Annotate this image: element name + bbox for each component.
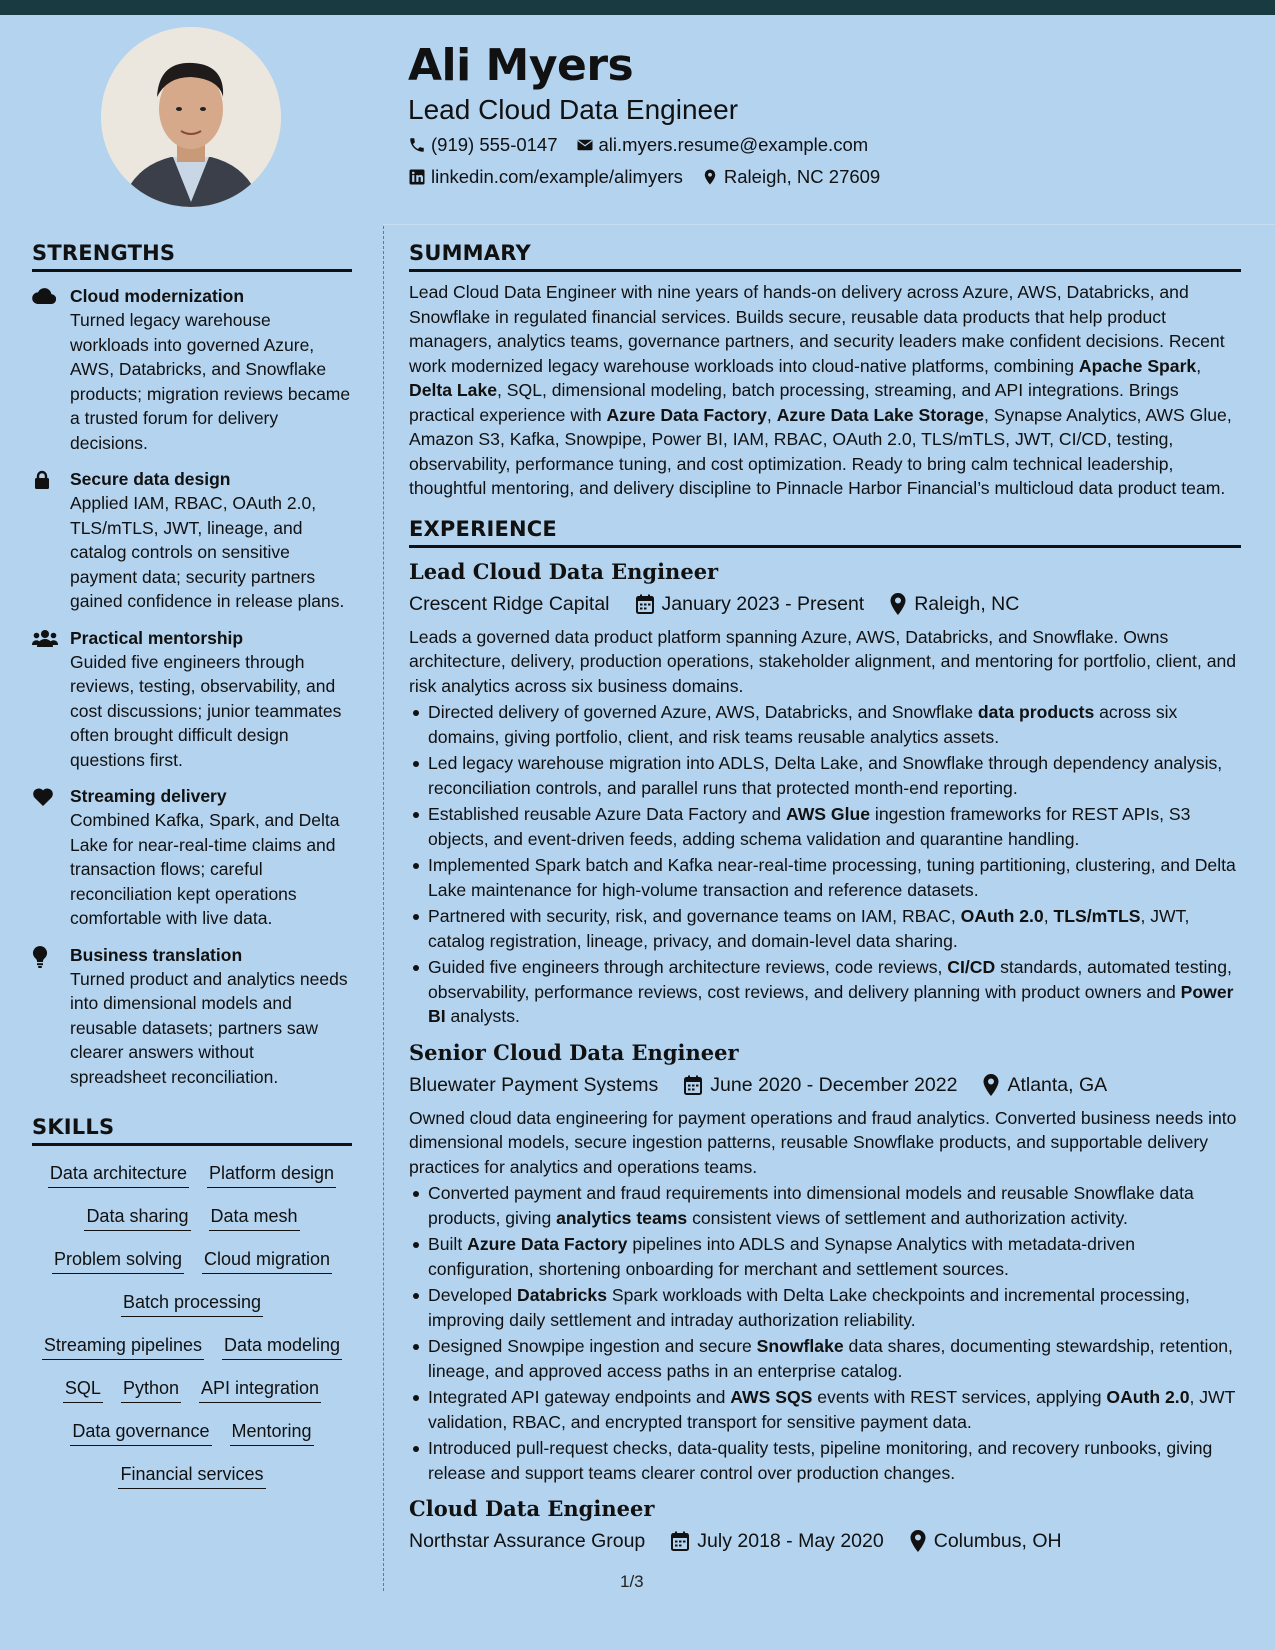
- text-run: , JWT, catalog registration, lineage, privacy, and domain-level data sharing.: [428, 906, 1190, 951]
- bullet-item: [409, 1334, 1241, 1383]
- text-run: Guided five engineers through architecture reviews, code reviews,: [428, 957, 948, 977]
- location-text: Raleigh, NC 27609: [723, 166, 881, 187]
- text-run: , JWT validation, RBAC, and encrypted transport for sensitive payment data.: [428, 1387, 1236, 1432]
- linkedin-item[interactable]: [408, 166, 683, 188]
- top-bar: [0, 0, 1275, 15]
- heart-icon: [32, 787, 54, 807]
- bold-term: AWS Glue: [785, 804, 871, 824]
- map-pin-icon: [701, 168, 719, 186]
- skill-tag: Problem solving: [52, 1248, 184, 1274]
- job-title: Lead Cloud Data Engineer: [409, 558, 719, 584]
- job-location: Columbus, OH: [933, 1530, 1062, 1552]
- text-run: consistent views of settlement and authorization activity.: [687, 1207, 1128, 1228]
- bullet-item: [409, 1181, 1241, 1230]
- text-run: Spark workloads with Delta Lake checkpoints and incremental processing, improving daily settlement and intraday authorization reliability.: [428, 1285, 1190, 1330]
- page-number: 1/3: [620, 1572, 644, 1591]
- contact-row: [408, 134, 868, 156]
- column-divider: [383, 226, 384, 1591]
- bold-term: OAuth 2.0: [1106, 1387, 1190, 1407]
- job-entry: [409, 1039, 1241, 1486]
- skill-tag: Streaming pipelines: [42, 1334, 204, 1360]
- text-run: Converted payment and fraud requirements into dimensional models and reusable Snowflake data products, giving: [428, 1183, 1194, 1228]
- text-run: data shares, documenting stewardship, retention, lineage, and approved access paths in an enterprise catalog.: [428, 1336, 1233, 1381]
- experience-list: [409, 558, 1241, 1555]
- text-run: across six domains, giving portfolio, client, and risk teams reusable analytics assets.: [428, 702, 1178, 747]
- job-meta: [409, 1528, 1241, 1554]
- bullet-item: [409, 955, 1241, 1029]
- skill-tag: Platform design: [207, 1162, 336, 1188]
- bold-term: Delta Lake: [409, 380, 498, 400]
- text-run: Led legacy warehouse migration into ADLS, Delta Lake, and Snowflake through dependency analysis, reconciliation controls, and parallel runs that protected month-end reporting.: [428, 753, 1223, 798]
- strength-title: Streaming delivery: [70, 786, 227, 806]
- calendar-icon: [671, 1531, 689, 1551]
- skill-tag: Financial services: [118, 1463, 265, 1489]
- bullet-item: [409, 751, 1241, 800]
- text-run: Integrated API gateway endpoints and: [428, 1387, 731, 1407]
- map-pin-icon: [983, 1074, 999, 1096]
- text-run: Directed delivery of governed Azure, AWS, Databricks, and Snowflake: [428, 702, 978, 722]
- skill-tag: Data sharing: [84, 1205, 190, 1231]
- bold-term: Azure Data Lake Storage: [776, 404, 984, 425]
- job-location: Atlanta, GA: [1007, 1073, 1108, 1096]
- text-run: Implemented Spark batch and Kafka near-real-time processing, tuning partitioning, clustering, and Delta Lake maintenance for high-volume transaction and reference datasets.: [428, 855, 1236, 900]
- bold-term: Azure Data Factory: [467, 1234, 628, 1254]
- strength-title: Cloud modernization: [70, 286, 245, 306]
- experience-title: EXPERIENCE: [409, 517, 1241, 548]
- strength-item: [32, 626, 352, 773]
- right-column: [409, 241, 1241, 1554]
- email-item[interactable]: [576, 134, 869, 156]
- map-pin-icon: [910, 1530, 926, 1552]
- job-dates: June 2020 - December 2022: [710, 1073, 958, 1096]
- candidate-role: Lead Cloud Data Engineer: [408, 94, 739, 125]
- bold-term: OAuth 2.0: [960, 906, 1044, 926]
- skill-tag: Data governance: [70, 1420, 211, 1446]
- summary-text: [409, 280, 1241, 501]
- bullet-item: [409, 1385, 1241, 1434]
- bold-term: AWS SQS: [730, 1387, 813, 1407]
- bold-term: Azure Data Factory: [606, 404, 767, 425]
- skill-tag: Data modeling: [222, 1334, 342, 1360]
- text-run: Designed Snowpipe ingestion and secure: [428, 1336, 757, 1356]
- bullet-item: [409, 904, 1241, 953]
- strength-desc: Combined Kafka, Spark, and Delta Lake for near-real-time claims and transaction flows; careful reconciliation kept operations comfortable with live data.: [70, 810, 340, 928]
- text-run: Lead Cloud Data Engineer with nine years of hands-on delivery across Azure, AWS, Databricks, and Snowflake in regulated financial services. Builds secure, reusable data products that help product managers, analytics teams, governance partners, and security leaders make confident decisions. Recent work modernized legacy warehouse workloads into cloud-native platforms, combining: [409, 282, 1225, 376]
- text-run: ingestion frameworks for REST APIs, S3 objects, and event-driven feeds, adding schema validation and quarantine handling.: [428, 804, 1191, 849]
- text-run: , Synapse Analytics, AWS Glue, Amazon S3, Kafka, Snowpipe, Power BI, IAM, RBAC, OAuth 2.0, TLS/mTLS, JWT, CI/CD, testing, observability, performance tuning, and cost optimization. Ready to bring calm technical leadership, thoughtful mentoring, and delivery discipline to Pinnacle Harbor Financial’s multicloud data product team.: [409, 404, 1232, 498]
- bold-term: Snowflake: [756, 1336, 844, 1356]
- text-run: Introduced pull-request checks, data-quality tests, pipeline monitoring, and recovery runbooks, giving release and support teams clearer control over production changes.: [428, 1438, 1213, 1483]
- strength-desc: Turned product and analytics needs into dimensional models and reusable datasets; partners saw clearer answers without spreadsheet reconciliation.: [70, 968, 348, 1087]
- bullet-item: [409, 700, 1241, 749]
- skill-tag: Cloud migration: [202, 1248, 332, 1274]
- strength-desc: Turned legacy warehouse workloads into governed Azure, AWS, Databricks, and Snowflake products; migration reviews became a trusted forum for delivery decisions.: [70, 310, 351, 453]
- job-bullets: [409, 700, 1241, 1029]
- bullet-item: [409, 802, 1241, 851]
- calendar-icon: [636, 594, 654, 614]
- job-dates: July 2018 - May 2020: [697, 1530, 884, 1552]
- text-run: Partnered with security, risk, and governance teams on IAM, RBAC,: [428, 906, 961, 926]
- job-company: Crescent Ridge Capital: [409, 592, 610, 615]
- job-entry: [409, 558, 1241, 1029]
- skill-tag: Data architecture: [48, 1162, 189, 1188]
- strength-title: Practical mentorship: [70, 627, 244, 648]
- email-text: ali.myers.resume@example.com: [598, 134, 869, 155]
- job-title: Cloud Data Engineer: [409, 1496, 655, 1521]
- bold-term: Apache Spark: [1078, 355, 1197, 376]
- calendar-icon: [684, 1075, 702, 1095]
- bullet-item: [409, 853, 1241, 902]
- candidate-name: Ali Myers: [408, 40, 634, 91]
- phone-icon: [408, 136, 426, 154]
- strength-title: Secure data design: [70, 469, 231, 489]
- strength-desc: Applied IAM, RBAC, OAuth 2.0, TLS/mTLS, JWT, lineage, and catalog controls on sensitive payment data; security partners gained confidence in release plans.: [70, 493, 345, 611]
- job-title: Senior Cloud Data Engineer: [409, 1039, 739, 1065]
- skills-title: SKILLS: [32, 1115, 352, 1146]
- envelope-icon: [576, 136, 594, 154]
- lock-icon: [32, 470, 52, 490]
- linkedin-icon: [408, 168, 426, 186]
- bold-term: data products: [977, 702, 1095, 722]
- skill-tag: Batch processing: [121, 1291, 263, 1317]
- job-company: Northstar Assurance Group: [409, 1530, 646, 1552]
- text-run: Built: [428, 1234, 468, 1254]
- profile-photo: [101, 27, 281, 207]
- strength-item: [32, 284, 352, 455]
- bold-term: TLS/mTLS: [1053, 906, 1141, 926]
- phone-item[interactable]: [408, 134, 558, 156]
- job-summary: Leads a governed data product platform spanning Azure, AWS, Databricks, and Snowflake. Owns architecture, delivery, production operations, stakeholder alignment, and mentoring for portfolio, client, and risk analytics across six business domains.: [409, 626, 1237, 696]
- job-meta: [409, 591, 1241, 617]
- users-icon: [32, 629, 58, 647]
- skills-list: [32, 1162, 352, 1489]
- strength-item: [32, 467, 352, 614]
- skill-tag: Mentoring: [230, 1420, 314, 1446]
- text-run: ,: [1043, 906, 1054, 926]
- text-run: analysts.: [445, 1006, 520, 1026]
- bold-term: CI/CD: [947, 957, 996, 977]
- bold-term: analytics teams: [556, 1207, 688, 1228]
- bullet-item: [409, 1436, 1241, 1485]
- text-run: ,: [1196, 355, 1202, 376]
- text-run: , SQL, dimensional modeling, batch processing, streaming, and API integrations. Brings practical experience with: [409, 380, 1179, 425]
- map-pin-icon: [890, 593, 906, 615]
- job-bullets: [409, 1181, 1241, 1485]
- text-run: Established reusable Azure Data Factory and: [428, 804, 786, 824]
- job-meta: [409, 1072, 1241, 1098]
- header-divider: [383, 224, 1275, 225]
- text-run: events with REST services, applying: [812, 1387, 1107, 1407]
- bold-term: Power BI: [428, 981, 1234, 1026]
- cloud-icon: [32, 287, 56, 305]
- skill-tag: Data mesh: [209, 1205, 300, 1231]
- text-run: ,: [766, 404, 777, 425]
- job-company: Bluewater Payment Systems: [409, 1073, 659, 1096]
- strength-item: [32, 784, 352, 931]
- text-run: Developed: [428, 1285, 518, 1305]
- strengths-title: STRENGTHS: [32, 241, 352, 272]
- job-summary: Owned cloud data engineering for payment operations and fraud analytics. Converted business needs into dimensional models, secure ingestion patterns, reusable Snowflake products, and supportable delivery practices for analytics and operations teams.: [409, 1107, 1237, 1177]
- text-run: standards, automated testing, observability, performance reviews, cost reviews, and delivery planning with product owners and: [428, 957, 1232, 1002]
- text-run: pipelines into ADLS and Synapse Analytics with metadata-driven configuration, shortening onboarding for merchant and settlement sources.: [428, 1234, 1136, 1279]
- job-entry: [409, 1495, 1241, 1554]
- phone-text: (919) 555-0147: [431, 134, 558, 155]
- skill-tag: SQL: [63, 1377, 103, 1403]
- lightbulb-icon: [32, 946, 48, 968]
- left-column: [32, 241, 352, 1489]
- strength-title: Business translation: [70, 944, 243, 965]
- summary-title: SUMMARY: [409, 241, 1241, 272]
- contact-row: [408, 166, 880, 188]
- skill-tag: API integration: [199, 1377, 321, 1403]
- linkedin-text: linkedin.com/example/alimyers: [431, 166, 683, 187]
- strength-item: [32, 943, 352, 1090]
- job-dates: January 2023 - Present: [661, 592, 865, 615]
- location-item: [701, 166, 880, 188]
- bullet-item: [409, 1232, 1241, 1281]
- job-location: Raleigh, NC: [914, 592, 1020, 615]
- skill-tag: Python: [121, 1377, 181, 1403]
- strength-desc: Guided five engineers through reviews, testing, observability, and cost discussions; junior teammates often brought difficult design questions first.: [70, 651, 342, 770]
- bullet-item: [409, 1283, 1241, 1332]
- bold-term: Databricks: [517, 1285, 607, 1305]
